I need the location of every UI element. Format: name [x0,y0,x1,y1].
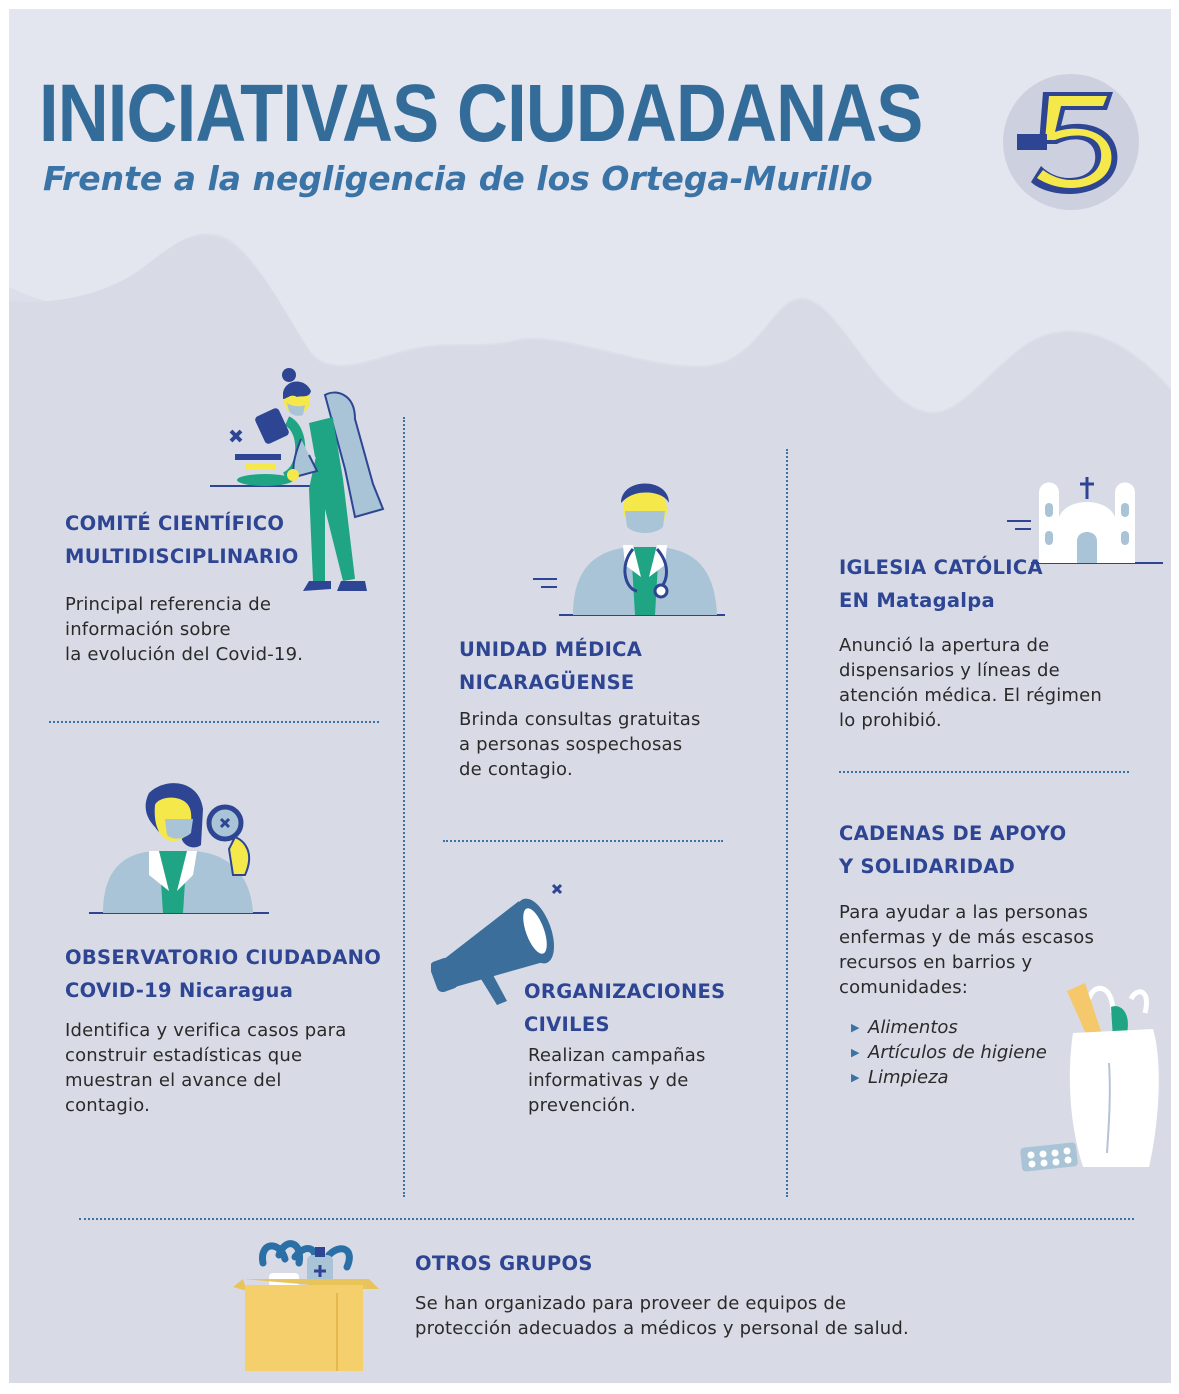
card-text-iglesia: Anunció la apertura de dispensarios y líneas de atención médica. El régimen lo prohibió. [839,635,1103,731]
card-text-comite: Principal referencia de información sobre la evolución del Covid-19. [65,594,304,665]
card-title-iglesia: IGLESIA CATÓLICA EN Matagalpa [839,556,1043,612]
column-divider-left [403,417,405,1197]
grocery-bag-icon [1013,973,1163,1173]
card-text-observatorio: Identifica y verifica casos para construir estadísticas que muestran el avance del contagio. [65,1020,347,1116]
card-title-cadenas: CADENAS DE APOYO Y SOLIDARIDAD [839,822,1067,878]
doctor-icon [529,469,729,617]
card-text-otros: Se han organizado para proveer de equipos de protección adecuados a médicos y personal de salud. [415,1293,909,1339]
card-text-unidad: Brinda consultas gratuitas a personas sospechosas de contagio. [459,709,701,780]
card-title-organizaciones: ORGANIZACIONES CIVILES [524,980,726,1036]
researcher-magnifier-icon [89,779,269,915]
card-title-otros: OTROS GRUPOS [415,1252,593,1275]
column-divider-right [786,449,788,1197]
card-title-unidad: UNIDAD MÉDICA NICARAGÜENSE [459,638,643,694]
card-text-cadenas: Para ayudar a las personas enfermas y de más escasos recursos en barrios y comunidades: [839,902,1095,998]
infographic-frame [9,9,1171,1383]
card-text-organizaciones: Realizan campañas informativas y de prevención. [528,1045,706,1116]
section-divider-right [839,771,1129,773]
page-title: INICIATIVAS CIUDADANAS [39,68,923,159]
list-item: ▶ Limpieza [851,1067,949,1088]
supplies-box-icon [229,1233,379,1375]
list-item: ▶ Alimentos [851,1017,958,1038]
list-item: ▶ Artículos de higiene [851,1042,1047,1063]
newspaper-logo-icon [1003,74,1139,210]
section-divider-middle [443,840,723,842]
section-divider-bottom [79,1218,1134,1220]
card-title-observatorio: OBSERVATORIO CIUDADANO COVID-19 Nicaragua [65,946,382,1002]
card-title-comite: COMITÉ CIENTÍFICO MULTIDISCIPLINARIO [65,512,299,568]
section-divider-left [49,721,379,723]
page-subtitle: Frente a la negligencia de los Ortega-Murillo [43,159,873,198]
